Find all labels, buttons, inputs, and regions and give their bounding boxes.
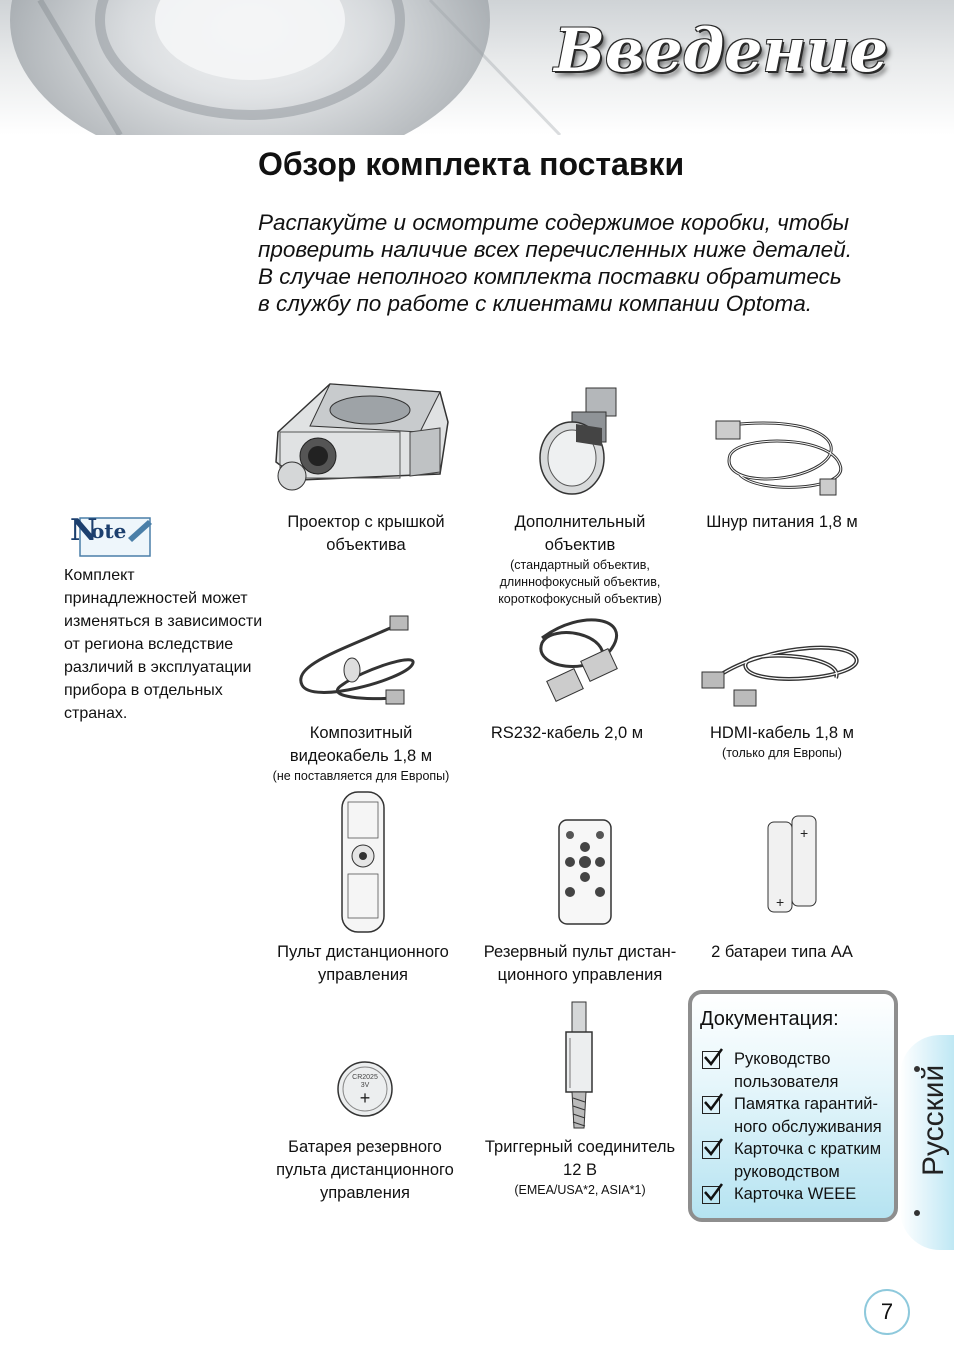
intro-paragraph: Распакуйте и осмотрите содержимое коробки, чтобы проверить наличие всех перечисленных ниже деталей. В случае неполного комплекта поставки обратитесь в службу по работе с клиентами компании Optoma.: [258, 210, 852, 316]
trigger-caption-line1: Триггерный соединитель: [484, 1138, 676, 1156]
coin-battery-caption: [258, 1136, 472, 1205]
note-icon-letter: N: [70, 513, 98, 548]
section-title: Обзор комплекта поставки: [258, 146, 685, 182]
note-icon-label: ote: [91, 519, 127, 543]
batteries-caption: [692, 941, 872, 964]
documentation-title: Документация:: [700, 1008, 839, 1030]
svg-text:+: +: [776, 894, 785, 910]
power-caption: [682, 511, 882, 534]
composite-cable-image: [282, 610, 432, 710]
documentation-item-line1: Карточка с кратким: [734, 1140, 882, 1158]
trigger-caption: [468, 1136, 692, 1199]
projector-image: [270, 362, 450, 502]
composite-caption: [256, 722, 466, 785]
note-icon: [68, 510, 154, 565]
remote-caption: [258, 941, 468, 987]
coin-battery-label-2: 3V: [360, 1082, 370, 1089]
aa-batteries-image: [764, 812, 824, 917]
documentation-item: [702, 1093, 892, 1138]
power-caption-line1: Шнур питания 1,8 м: [706, 513, 858, 531]
projector-caption-line1: Проектор с крышкой: [287, 513, 445, 531]
backup-remote-image: [556, 817, 614, 927]
power-cord-image: [700, 415, 860, 505]
chapter-title: Введение: [554, 16, 888, 86]
lens-caption-note2: длиннофокусный объектив,: [499, 575, 661, 589]
checkbox-checked-icon: [702, 1096, 720, 1114]
documentation-box: [688, 990, 898, 1222]
note-text: Комплект принадлежностей может изменяться в зависимости от региона вследствие различий в эксплуатации прибора в отдельных странах.: [64, 567, 263, 722]
lens-caption-line2: объектив: [544, 536, 616, 554]
page-number: 7: [864, 1289, 910, 1335]
backup-remote-caption: [468, 941, 692, 987]
documentation-item-line2: пользователя: [734, 1072, 839, 1091]
lens-image: [536, 382, 628, 498]
rs232-caption: [470, 722, 664, 745]
coin-battery-caption-line2: пульта дистанционного: [276, 1161, 454, 1179]
trigger-caption-note: (EMEA/USA*2, ASIA*1): [514, 1183, 646, 1197]
coin-battery-label-1: CR2025: [352, 1074, 378, 1081]
language-label: Русский: [917, 1064, 950, 1176]
svg-text:+: +: [359, 1088, 371, 1108]
checkbox-checked-icon: [702, 1186, 720, 1204]
trigger-connector-image: [554, 998, 604, 1134]
documentation-list: [702, 1048, 892, 1206]
documentation-item-line1: Памятка гарантий-: [734, 1095, 878, 1113]
hdmi-cable-image: [696, 628, 871, 713]
checkbox-checked-icon: [702, 1051, 720, 1069]
documentation-item-line2: ного обслуживания: [734, 1117, 882, 1136]
rs232-cable-image: [522, 608, 632, 718]
backup-remote-caption-line1: Резервный пульт дистан-: [483, 943, 677, 961]
rs232-caption-line1: RS232-кабель 2,0 м: [490, 724, 644, 742]
checkbox-checked-icon: [702, 1141, 720, 1159]
lens-caption-note3: короткофокусный объектив): [498, 592, 662, 606]
lens-caption-note1: (стандартный объектив,: [510, 558, 650, 572]
documentation-item: [702, 1183, 892, 1206]
projector-caption: [256, 511, 476, 557]
composite-caption-line2: видеокабель 1,8 м: [289, 747, 433, 765]
documentation-item-line1: Руководство: [734, 1050, 831, 1068]
remote-caption-line1: Пульт дистанционного: [277, 943, 449, 961]
header-banner: [0, 0, 954, 135]
coin-battery-caption-line1: Батарея резервного: [288, 1138, 442, 1156]
svg-text:+: +: [800, 825, 809, 841]
projector-caption-line2: объектива: [326, 536, 406, 554]
remote-control-image: [338, 788, 388, 936]
hdmi-caption: [682, 722, 882, 762]
lens-caption: [470, 511, 690, 608]
batteries-caption-line1: 2 батареи типа AA: [711, 943, 853, 961]
lens-caption-line1: Дополнительный: [514, 513, 646, 531]
documentation-item: [702, 1138, 892, 1183]
documentation-item-line2: руководством: [734, 1162, 840, 1181]
composite-caption-note: (не поставляется для Европы): [272, 769, 450, 783]
coin-battery-image: [336, 1060, 394, 1118]
trigger-caption-line2: 12 В: [563, 1161, 597, 1179]
backup-remote-caption-line2: ционного управления: [497, 966, 663, 984]
remote-caption-line2: управления: [318, 966, 408, 984]
hdmi-caption-note: (только для Европы): [722, 746, 842, 760]
documentation-item-line1: Карточка WEEE: [734, 1185, 857, 1203]
hdmi-caption-line1: HDMI-кабель 1,8 м: [710, 724, 854, 742]
documentation-item: [702, 1048, 892, 1093]
coin-battery-caption-line3: управления: [320, 1184, 410, 1202]
side-tab-dot-bottom: [914, 1210, 920, 1216]
composite-caption-line1: Композитный: [309, 724, 413, 742]
